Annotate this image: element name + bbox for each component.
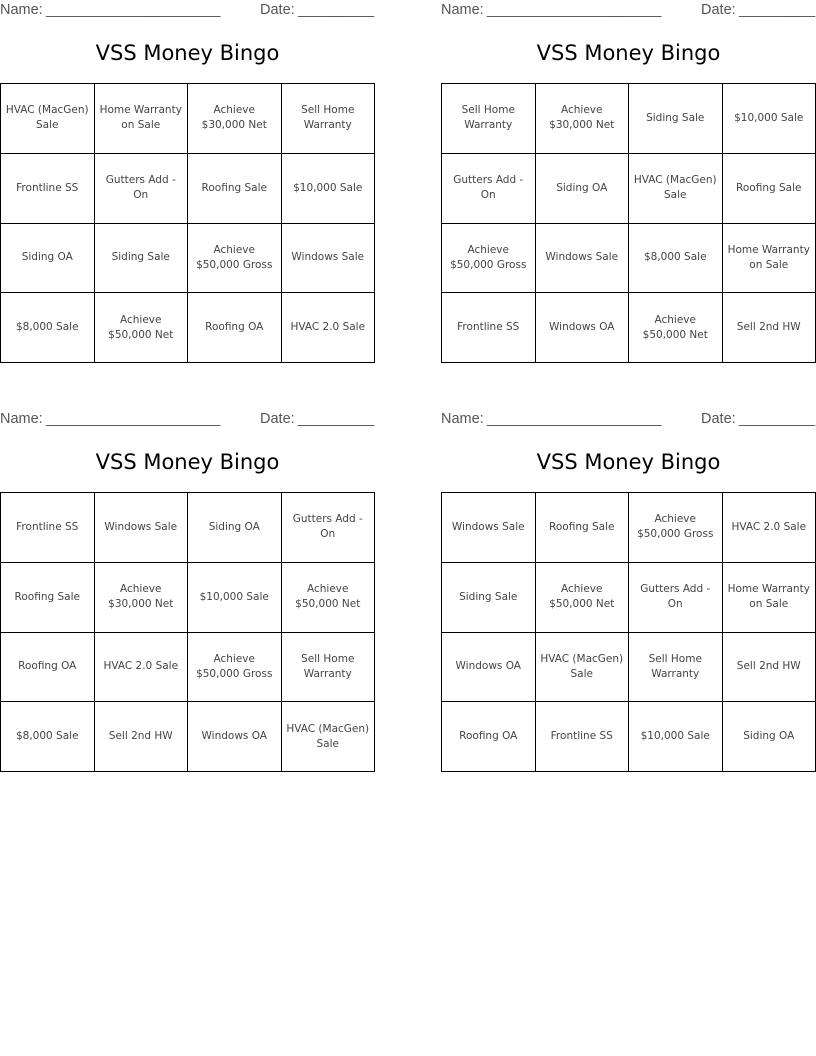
bingo-cell: Frontline SS xyxy=(1,153,95,223)
date-blank: __________ xyxy=(298,2,374,18)
bingo-title: VSS Money Bingo xyxy=(536,450,721,474)
date-blank: __________ xyxy=(739,411,815,427)
bingo-cell: Siding OA xyxy=(535,153,629,223)
card-header xyxy=(441,2,816,20)
bingo-cell: $10,000 Sale xyxy=(188,562,282,632)
bingo-cell: Achieve $30,000 Net xyxy=(188,84,282,154)
bingo-grid xyxy=(0,83,375,363)
bingo-cell: Sell Home Warranty xyxy=(442,84,536,154)
bingo-row xyxy=(1,223,375,293)
bingo-row xyxy=(442,493,816,563)
name-label: Name: xyxy=(0,2,43,18)
bingo-row xyxy=(442,153,816,223)
bingo-title: VSS Money Bingo xyxy=(95,41,280,65)
bingo-title: VSS Money Bingo xyxy=(536,41,721,65)
bingo-cell: Sell Home Warranty xyxy=(281,84,375,154)
bingo-cell: Achieve $50,000 Gross xyxy=(188,632,282,702)
bingo-cell: Gutters Add -On xyxy=(94,153,188,223)
bingo-cell: Frontline SS xyxy=(535,702,629,772)
bingo-cell: Sell 2nd HW xyxy=(722,632,816,702)
card-header xyxy=(0,411,375,429)
date-label: Date: xyxy=(260,2,295,18)
bingo-cell: Gutters Add -On xyxy=(281,493,375,563)
bingo-cell: Home Warranty on Sale xyxy=(94,84,188,154)
bingo-cell: Roofing OA xyxy=(1,632,95,702)
bingo-card-3 xyxy=(0,409,375,750)
bingo-grid xyxy=(0,492,375,772)
bingo-row xyxy=(442,632,816,702)
bingo-cell: Roofing OA xyxy=(188,293,282,363)
bingo-cell: Home Warranty on Sale xyxy=(722,223,816,293)
bingo-row xyxy=(1,493,375,563)
bingo-cell: Achieve $50,000 Net xyxy=(629,293,723,363)
date-label: Date: xyxy=(701,411,736,427)
name-blank: _______________________ xyxy=(487,2,661,18)
bingo-cell: Windows Sale xyxy=(442,493,536,563)
bingo-cell: Siding Sale xyxy=(442,562,536,632)
bingo-cell: HVAC (MacGen) Sale xyxy=(629,153,723,223)
name-label: Name: xyxy=(0,411,43,427)
bingo-card-1 xyxy=(0,0,375,341)
bingo-cell: Achieve $30,000 Net xyxy=(94,562,188,632)
bingo-grid xyxy=(441,83,816,363)
bingo-cell: Siding OA xyxy=(1,223,95,293)
bingo-cell: Siding OA xyxy=(722,702,816,772)
bingo-row xyxy=(1,293,375,363)
bingo-cell: Home Warranty on Sale xyxy=(722,562,816,632)
bingo-cell: Roofing Sale xyxy=(535,493,629,563)
name-blank: _______________________ xyxy=(487,411,661,427)
bingo-cell: $10,000 Sale xyxy=(629,702,723,772)
bingo-cell: Frontline SS xyxy=(1,493,95,563)
bingo-cell: Sell 2nd HW xyxy=(722,293,816,363)
bingo-cell: $8,000 Sale xyxy=(1,702,95,772)
bingo-cell: Achieve $50,000 Gross xyxy=(442,223,536,293)
bingo-cell: Gutters Add -On xyxy=(629,562,723,632)
card-header xyxy=(0,2,375,20)
bingo-cell: Achieve $50,000 Net xyxy=(535,562,629,632)
bingo-row xyxy=(1,153,375,223)
bingo-cell: Roofing Sale xyxy=(1,562,95,632)
bingo-cell: HVAC 2.0 Sale xyxy=(722,493,816,563)
name-blank: _______________________ xyxy=(46,2,220,18)
bingo-cell: Windows OA xyxy=(535,293,629,363)
bingo-row xyxy=(442,223,816,293)
bingo-cell: Siding OA xyxy=(188,493,282,563)
name-label: Name: xyxy=(441,411,484,427)
bingo-cell: $8,000 Sale xyxy=(629,223,723,293)
bingo-row xyxy=(442,702,816,772)
bingo-cell: Roofing Sale xyxy=(188,153,282,223)
bingo-cell: Achieve $50,000 Gross xyxy=(188,223,282,293)
bingo-cell: HVAC 2.0 Sale xyxy=(281,293,375,363)
bingo-row xyxy=(442,293,816,363)
name-blank: _______________________ xyxy=(46,411,220,427)
bingo-row xyxy=(442,562,816,632)
bingo-cell: Windows OA xyxy=(442,632,536,702)
bingo-row xyxy=(442,84,816,154)
bingo-cell: HVAC (MacGen) Sale xyxy=(281,702,375,772)
bingo-cell: Sell 2nd HW xyxy=(94,702,188,772)
date-blank: __________ xyxy=(298,411,374,427)
name-label: Name: xyxy=(441,2,484,18)
bingo-title: VSS Money Bingo xyxy=(95,450,280,474)
bingo-card-4 xyxy=(441,409,816,743)
bingo-cell: HVAC (MacGen) Sale xyxy=(535,632,629,702)
bingo-row xyxy=(1,84,375,154)
bingo-cell: Sell Home Warranty xyxy=(281,632,375,702)
bingo-cell: $10,000 Sale xyxy=(722,84,816,154)
bingo-cell: Achieve $50,000 Net xyxy=(94,293,188,363)
bingo-cell: Achieve $50,000 Net xyxy=(281,562,375,632)
bingo-cell: Roofing Sale xyxy=(722,153,816,223)
bingo-row xyxy=(1,702,375,772)
bingo-cell: HVAC (MacGen) Sale xyxy=(1,84,95,154)
bingo-card-2 xyxy=(441,0,816,341)
bingo-cell: Windows OA xyxy=(188,702,282,772)
bingo-cell: Sell Home Warranty xyxy=(629,632,723,702)
date-label: Date: xyxy=(260,411,295,427)
bingo-cell: HVAC 2.0 Sale xyxy=(94,632,188,702)
bingo-row xyxy=(1,632,375,702)
bingo-row xyxy=(1,562,375,632)
bingo-cell: Gutters Add -On xyxy=(442,153,536,223)
bingo-cell: Windows Sale xyxy=(281,223,375,293)
bingo-cell: Roofing OA xyxy=(442,702,536,772)
bingo-cell: Siding Sale xyxy=(94,223,188,293)
bingo-cell: $8,000 Sale xyxy=(1,293,95,363)
bingo-cell: Achieve $50,000 Gross xyxy=(629,493,723,563)
date-blank: __________ xyxy=(739,2,815,18)
bingo-cell: Siding Sale xyxy=(629,84,723,154)
bingo-cell: Achieve $30,000 Net xyxy=(535,84,629,154)
bingo-cell: Windows Sale xyxy=(535,223,629,293)
bingo-cell: Frontline SS xyxy=(442,293,536,363)
card-header xyxy=(441,411,816,429)
bingo-grid xyxy=(441,492,816,772)
bingo-cell: Windows Sale xyxy=(94,493,188,563)
date-label: Date: xyxy=(701,2,736,18)
bingo-cell: $10,000 Sale xyxy=(281,153,375,223)
